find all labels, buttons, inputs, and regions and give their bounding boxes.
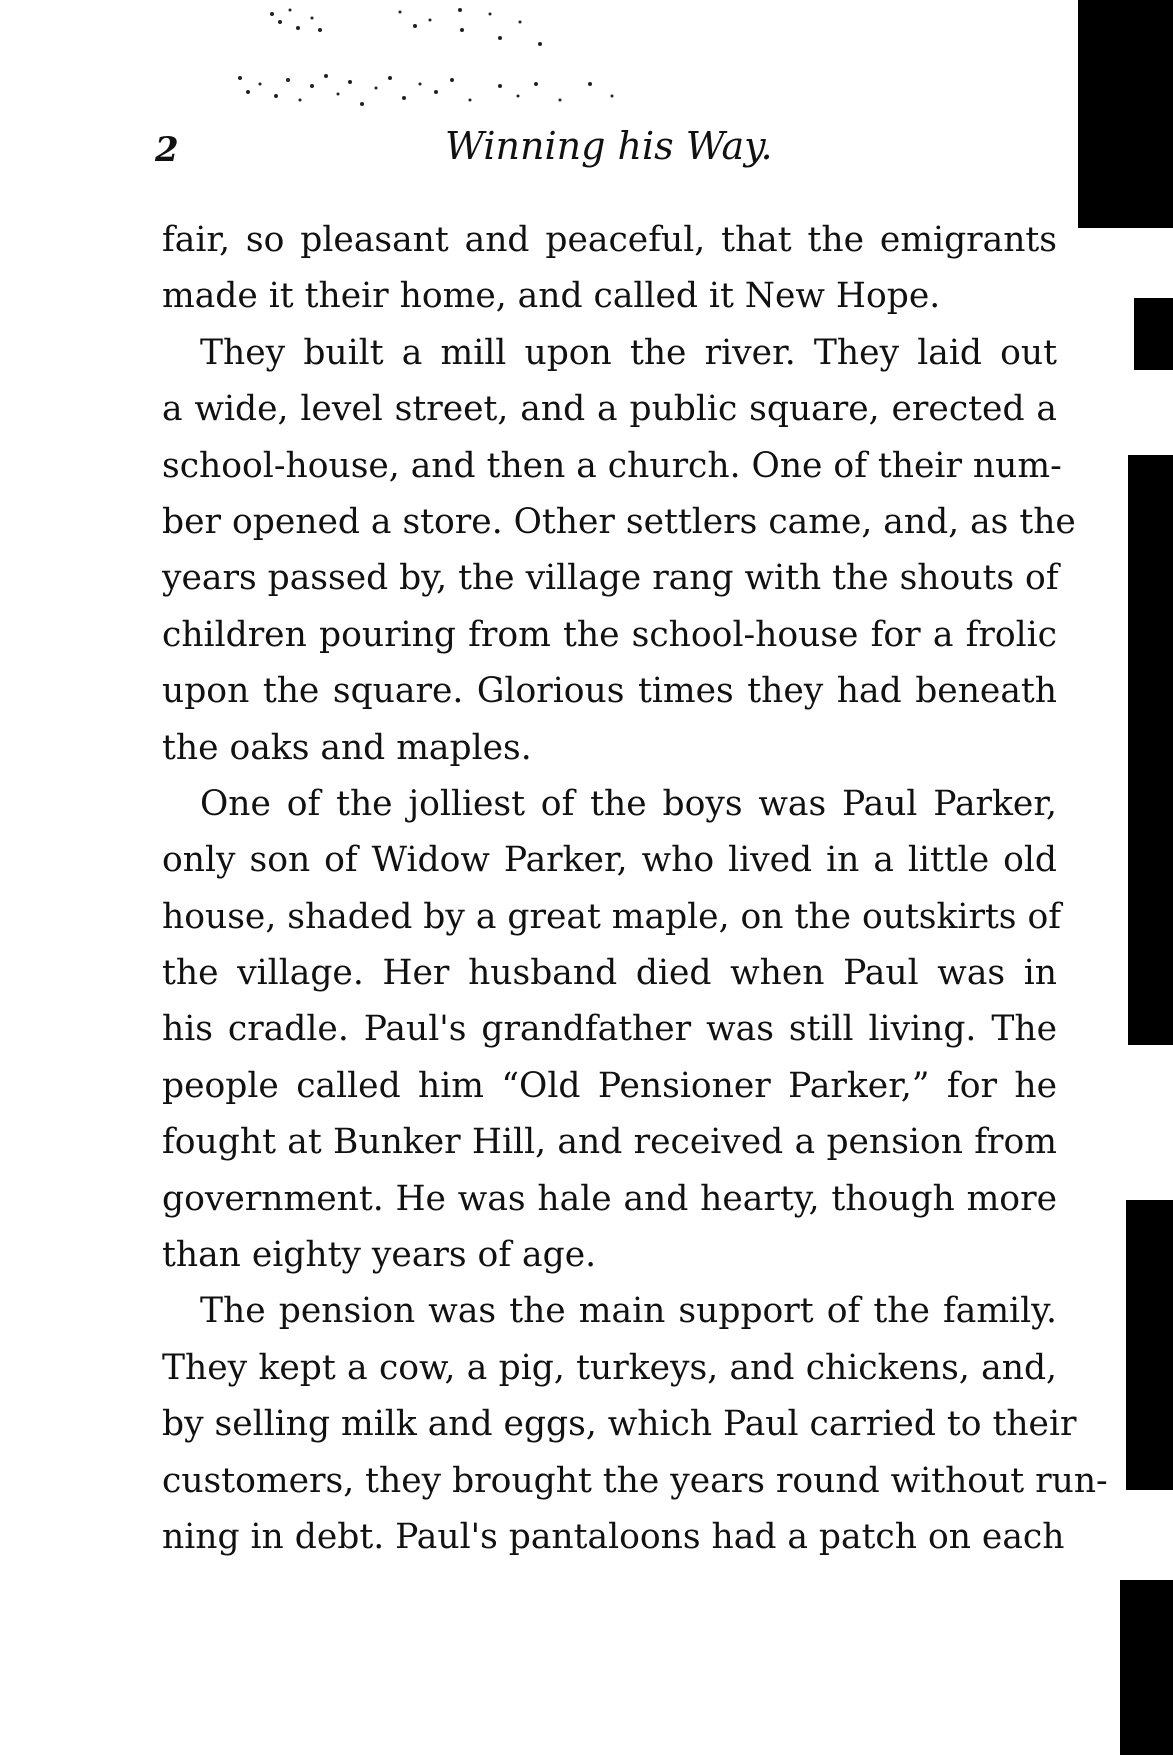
page-number: 2 bbox=[155, 130, 179, 170]
scan-edge-shadow bbox=[1126, 1200, 1173, 1490]
text-line: his cradle. Paul's grandfather was still living. The bbox=[162, 1009, 1057, 1050]
text-line: only son of Widow Parker, who lived in a little old bbox=[162, 840, 1057, 881]
text-line: the village. Her husband died when Paul was in bbox=[162, 953, 1057, 994]
text-line: ning in debt. Paul's pantaloons had a patch on each bbox=[162, 1516, 1065, 1557]
scan-edge-shadow bbox=[1078, 0, 1173, 228]
text-line: One of the jolliest of the boys was Paul Parker, bbox=[200, 783, 1057, 824]
scan-edge-shadow bbox=[1120, 1580, 1173, 1755]
text-line: school-house, and then a church. One of their num- bbox=[162, 445, 1062, 486]
text-line: people called him “Old Pensioner Parker,” for he bbox=[162, 1065, 1057, 1106]
text-line: fought at Bunker Hill, and received a pension from bbox=[162, 1122, 1057, 1163]
text-line: years passed by, the village rang with the shouts of bbox=[162, 558, 1059, 599]
text-line: The pension was the main support of the family. bbox=[200, 1291, 1057, 1332]
scan-speckle-noise bbox=[200, 0, 700, 140]
text-line: the oaks and maples. bbox=[162, 727, 532, 768]
body-text bbox=[162, 212, 1108, 1565]
text-line: a wide, level street, and a public square, erected a bbox=[162, 389, 1057, 430]
text-line: than eighty years of age. bbox=[162, 1235, 597, 1276]
text-line: government. He was hale and hearty, though more bbox=[162, 1178, 1057, 1219]
text-line: house, shaded by a great maple, on the outskirts of bbox=[162, 896, 1062, 937]
text-line: customers, they brought the years round without run- bbox=[162, 1460, 1108, 1501]
text-line: children pouring from the school-house for a frolic bbox=[162, 614, 1057, 655]
running-title: Winning his Way. bbox=[445, 124, 773, 168]
text-line: They built a mill upon the river. They laid out bbox=[200, 332, 1057, 373]
text-line: by selling milk and eggs, which Paul carried to their bbox=[162, 1404, 1077, 1445]
text-line: made it their home, and called it New Hope. bbox=[162, 276, 941, 317]
scan-edge-shadow bbox=[1134, 298, 1173, 370]
text-line: upon the square. Glorious times they had beneath bbox=[162, 671, 1057, 712]
page-header bbox=[155, 120, 1055, 180]
text-line: ber opened a store. Other settlers came, and, as the bbox=[162, 501, 1076, 542]
text-line: fair, so pleasant and peaceful, that the emigrants bbox=[162, 220, 1057, 260]
text-line: They kept a cow, a pig, turkeys, and chickens, and, bbox=[162, 1347, 1057, 1388]
scan-edge-shadow bbox=[1128, 455, 1173, 1045]
